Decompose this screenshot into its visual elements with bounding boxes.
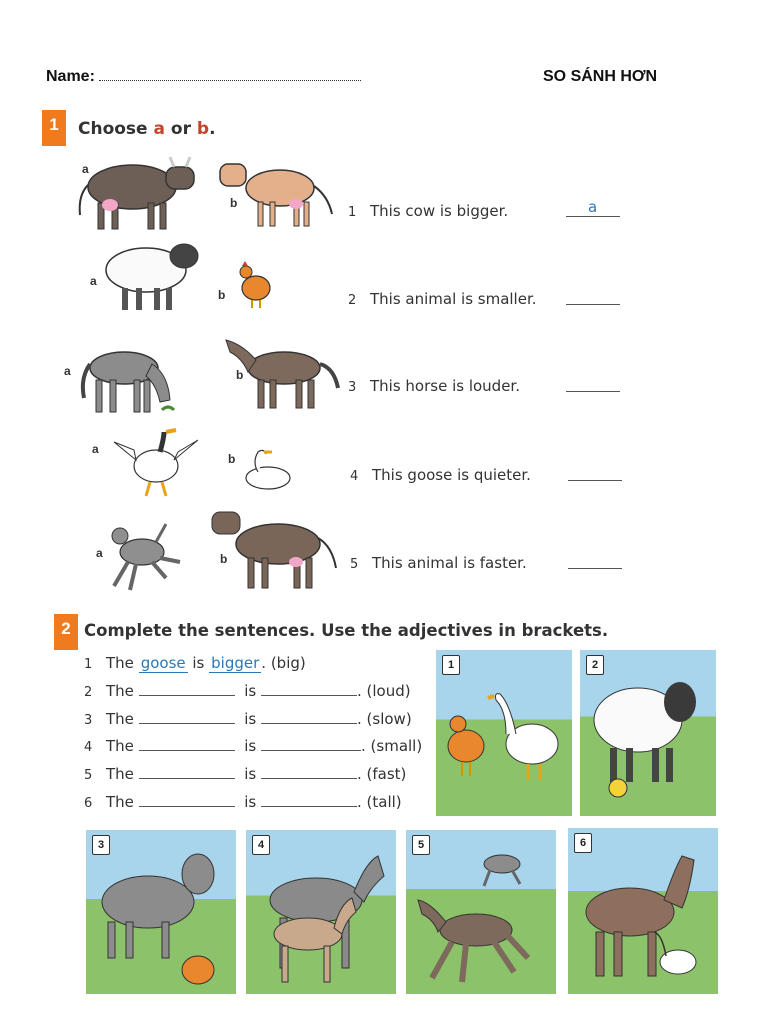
- worksheet-title: SO SÁNH HƠN: [543, 68, 658, 85]
- sentence-4-blank-2[interactable]: [261, 737, 361, 751]
- horse-icon: [78, 338, 182, 416]
- name-label-row: [46, 68, 361, 86]
- sentence-3: 3 The is . (slow): [84, 710, 412, 728]
- question-4: 4 This goose is quieter.: [350, 466, 531, 484]
- question-5: 5 This animal is faster.: [350, 554, 527, 572]
- exercise-1-title: Choose a or b.: [78, 119, 216, 139]
- chicken-icon: [234, 258, 276, 310]
- option-a-label: a: [64, 364, 71, 378]
- option-a-label: a: [82, 162, 89, 176]
- picture-5: 5: [406, 830, 556, 994]
- sentence-4-blank-1[interactable]: [139, 737, 235, 751]
- exercise-1-badge: 1: [42, 110, 66, 146]
- sentence-6-blank-1[interactable]: [139, 793, 235, 807]
- sentence-1: 1 The goose is bigger . (big): [84, 654, 306, 672]
- answer-blank-4[interactable]: [568, 466, 622, 481]
- sentence-1-blank-1[interactable]: goose: [140, 654, 186, 672]
- cow-icon: [70, 145, 210, 233]
- name-label: Name:: [46, 68, 95, 85]
- sentence-4: 4 The is . (small): [84, 737, 423, 755]
- sentence-5: 5 The is . (fast): [84, 765, 407, 783]
- cow-icon: [218, 156, 338, 232]
- sentence-6-blank-2[interactable]: [261, 793, 357, 807]
- sentence-3-blank-2[interactable]: [261, 710, 357, 724]
- question-3: 3 This horse is louder.: [348, 377, 520, 395]
- option-b-label: b: [236, 368, 244, 382]
- cow-icon: [208, 504, 340, 592]
- option-b-label: b: [218, 288, 226, 302]
- option-b-label: b: [230, 196, 238, 210]
- picture-6: 6: [568, 828, 718, 994]
- goose-icon: [238, 444, 294, 492]
- option-b-label: b: [220, 552, 228, 566]
- goose-icon: [110, 426, 200, 502]
- horse-icon: [210, 322, 342, 412]
- sentence-2-blank-1[interactable]: [139, 682, 235, 696]
- option-b-label: b: [228, 452, 236, 466]
- sentence-1-blank-2[interactable]: bigger: [211, 654, 260, 672]
- picture-2: 2: [580, 650, 716, 816]
- sentence-5-blank-2[interactable]: [261, 765, 357, 779]
- sentence-5-blank-1[interactable]: [139, 765, 235, 779]
- question-2: 2 This animal is smaller.: [348, 290, 537, 308]
- goat-icon: [106, 518, 186, 594]
- exercise-2-title: Complete the sentences. Use the adjectives in brackets.: [84, 621, 609, 640]
- picture-4: 4: [246, 830, 396, 994]
- sentence-3-blank-1[interactable]: [139, 710, 235, 724]
- sentence-2-blank-2[interactable]: [261, 682, 357, 696]
- answer-blank-2[interactable]: [566, 290, 620, 305]
- option-a-label: a: [90, 274, 97, 288]
- sentence-2: 2 The is . (loud): [84, 682, 411, 700]
- answer-blank-5[interactable]: [568, 554, 622, 569]
- option-a-label: a: [92, 442, 99, 456]
- answer-blank-3[interactable]: [566, 377, 620, 392]
- question-1: 1 This cow is bigger.: [348, 202, 509, 220]
- name-field[interactable]: [99, 68, 361, 81]
- answer-1: a: [588, 198, 598, 216]
- picture-3: 3: [86, 830, 236, 994]
- option-a-label: a: [96, 546, 103, 560]
- picture-1: 1: [436, 650, 572, 816]
- sheep-icon: [102, 236, 202, 312]
- sentence-6: 6 The is . (tall): [84, 793, 402, 811]
- exercise-2-badge: 2: [54, 614, 78, 650]
